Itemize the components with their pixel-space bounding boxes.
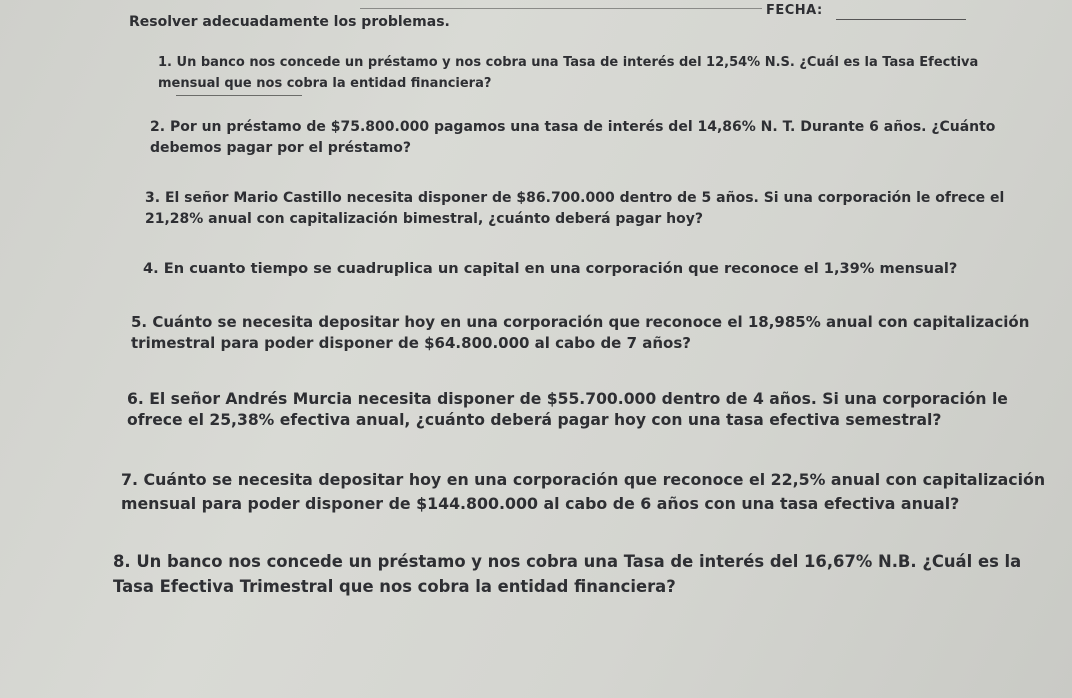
problem-text: El señor Mario Castillo necesita disponer de $86.700.000 dentro de 5 años. Si una corporación le ofrece el 21,28% anual con capitalización bimestral, ¿cuánto deberá pagar hoy? — [145, 190, 1005, 227]
problem-text: Por un préstamo de $75.800.000 pagamos una tasa de interés del 14,86% N. T. Durante 6 años. ¿Cuánto debemos pagar por el préstamo? — [150, 119, 996, 156]
problem-text: Un banco nos concede un préstamo y nos cobra una Tasa de interés del 16,67% N.B. ¿Cuál es la Tasa Efectiva Trimestral que nos cobra la entidad financiera? — [113, 552, 1022, 596]
pen-underline-mark — [176, 95, 302, 96]
problem-item — [127, 389, 1037, 431]
problem-number: 5. — [131, 313, 148, 331]
problem-text: El señor Andrés Murcia necesita disponer de $55.700.000 dentro de 4 años. Si una corporación le ofrece el 25,38% efectiva anual, ¿cuánto deberá pagar hoy con una tasa efectiva semestral? — [127, 390, 1008, 429]
date-blank-line — [836, 19, 966, 20]
instructions-heading: Resolver adecuadamente los problemas. — [129, 14, 450, 30]
problem-item — [143, 258, 1023, 279]
problem-item — [150, 117, 1000, 159]
problem-text: Cuánto se necesita depositar hoy en una corporación que reconoce el 22,5% anual con capitalización mensual para poder disponer de $144.800.000 al cabo de 6 años con una tasa efectiva anual? — [121, 470, 1046, 513]
problem-number: 3. — [145, 190, 161, 206]
problem-number: 4. — [143, 260, 159, 277]
problem-item — [145, 188, 1015, 230]
problem-item — [158, 52, 1003, 94]
problem-item — [113, 549, 1058, 599]
date-label: FECHA: — [766, 3, 823, 18]
problem-item — [121, 468, 1046, 516]
problem-text: Cuánto se necesita depositar hoy en una corporación que reconoce el 18,985% anual con capitalización trimestral para poder disponer de $64.800.000 al cabo de 7 años? — [131, 313, 1030, 352]
problem-text: En cuanto tiempo se cuadruplica un capital en una corporación que reconoce el 1,39% mensual? — [163, 260, 958, 277]
problem-number: 2. — [150, 119, 166, 135]
problem-number: 7. — [121, 470, 138, 489]
problem-number: 6. — [127, 390, 144, 408]
problem-item — [131, 312, 1031, 354]
problem-number: 8. — [113, 552, 131, 571]
problem-number: 1. — [158, 55, 172, 70]
problem-text: Un banco nos concede un préstamo y nos cobra una Tasa de interés del 12,54% N.S. ¿Cuál es la Tasa Efectiva mensual que nos cobra la entidad financiera? — [158, 55, 979, 91]
header-rule — [360, 8, 762, 9]
